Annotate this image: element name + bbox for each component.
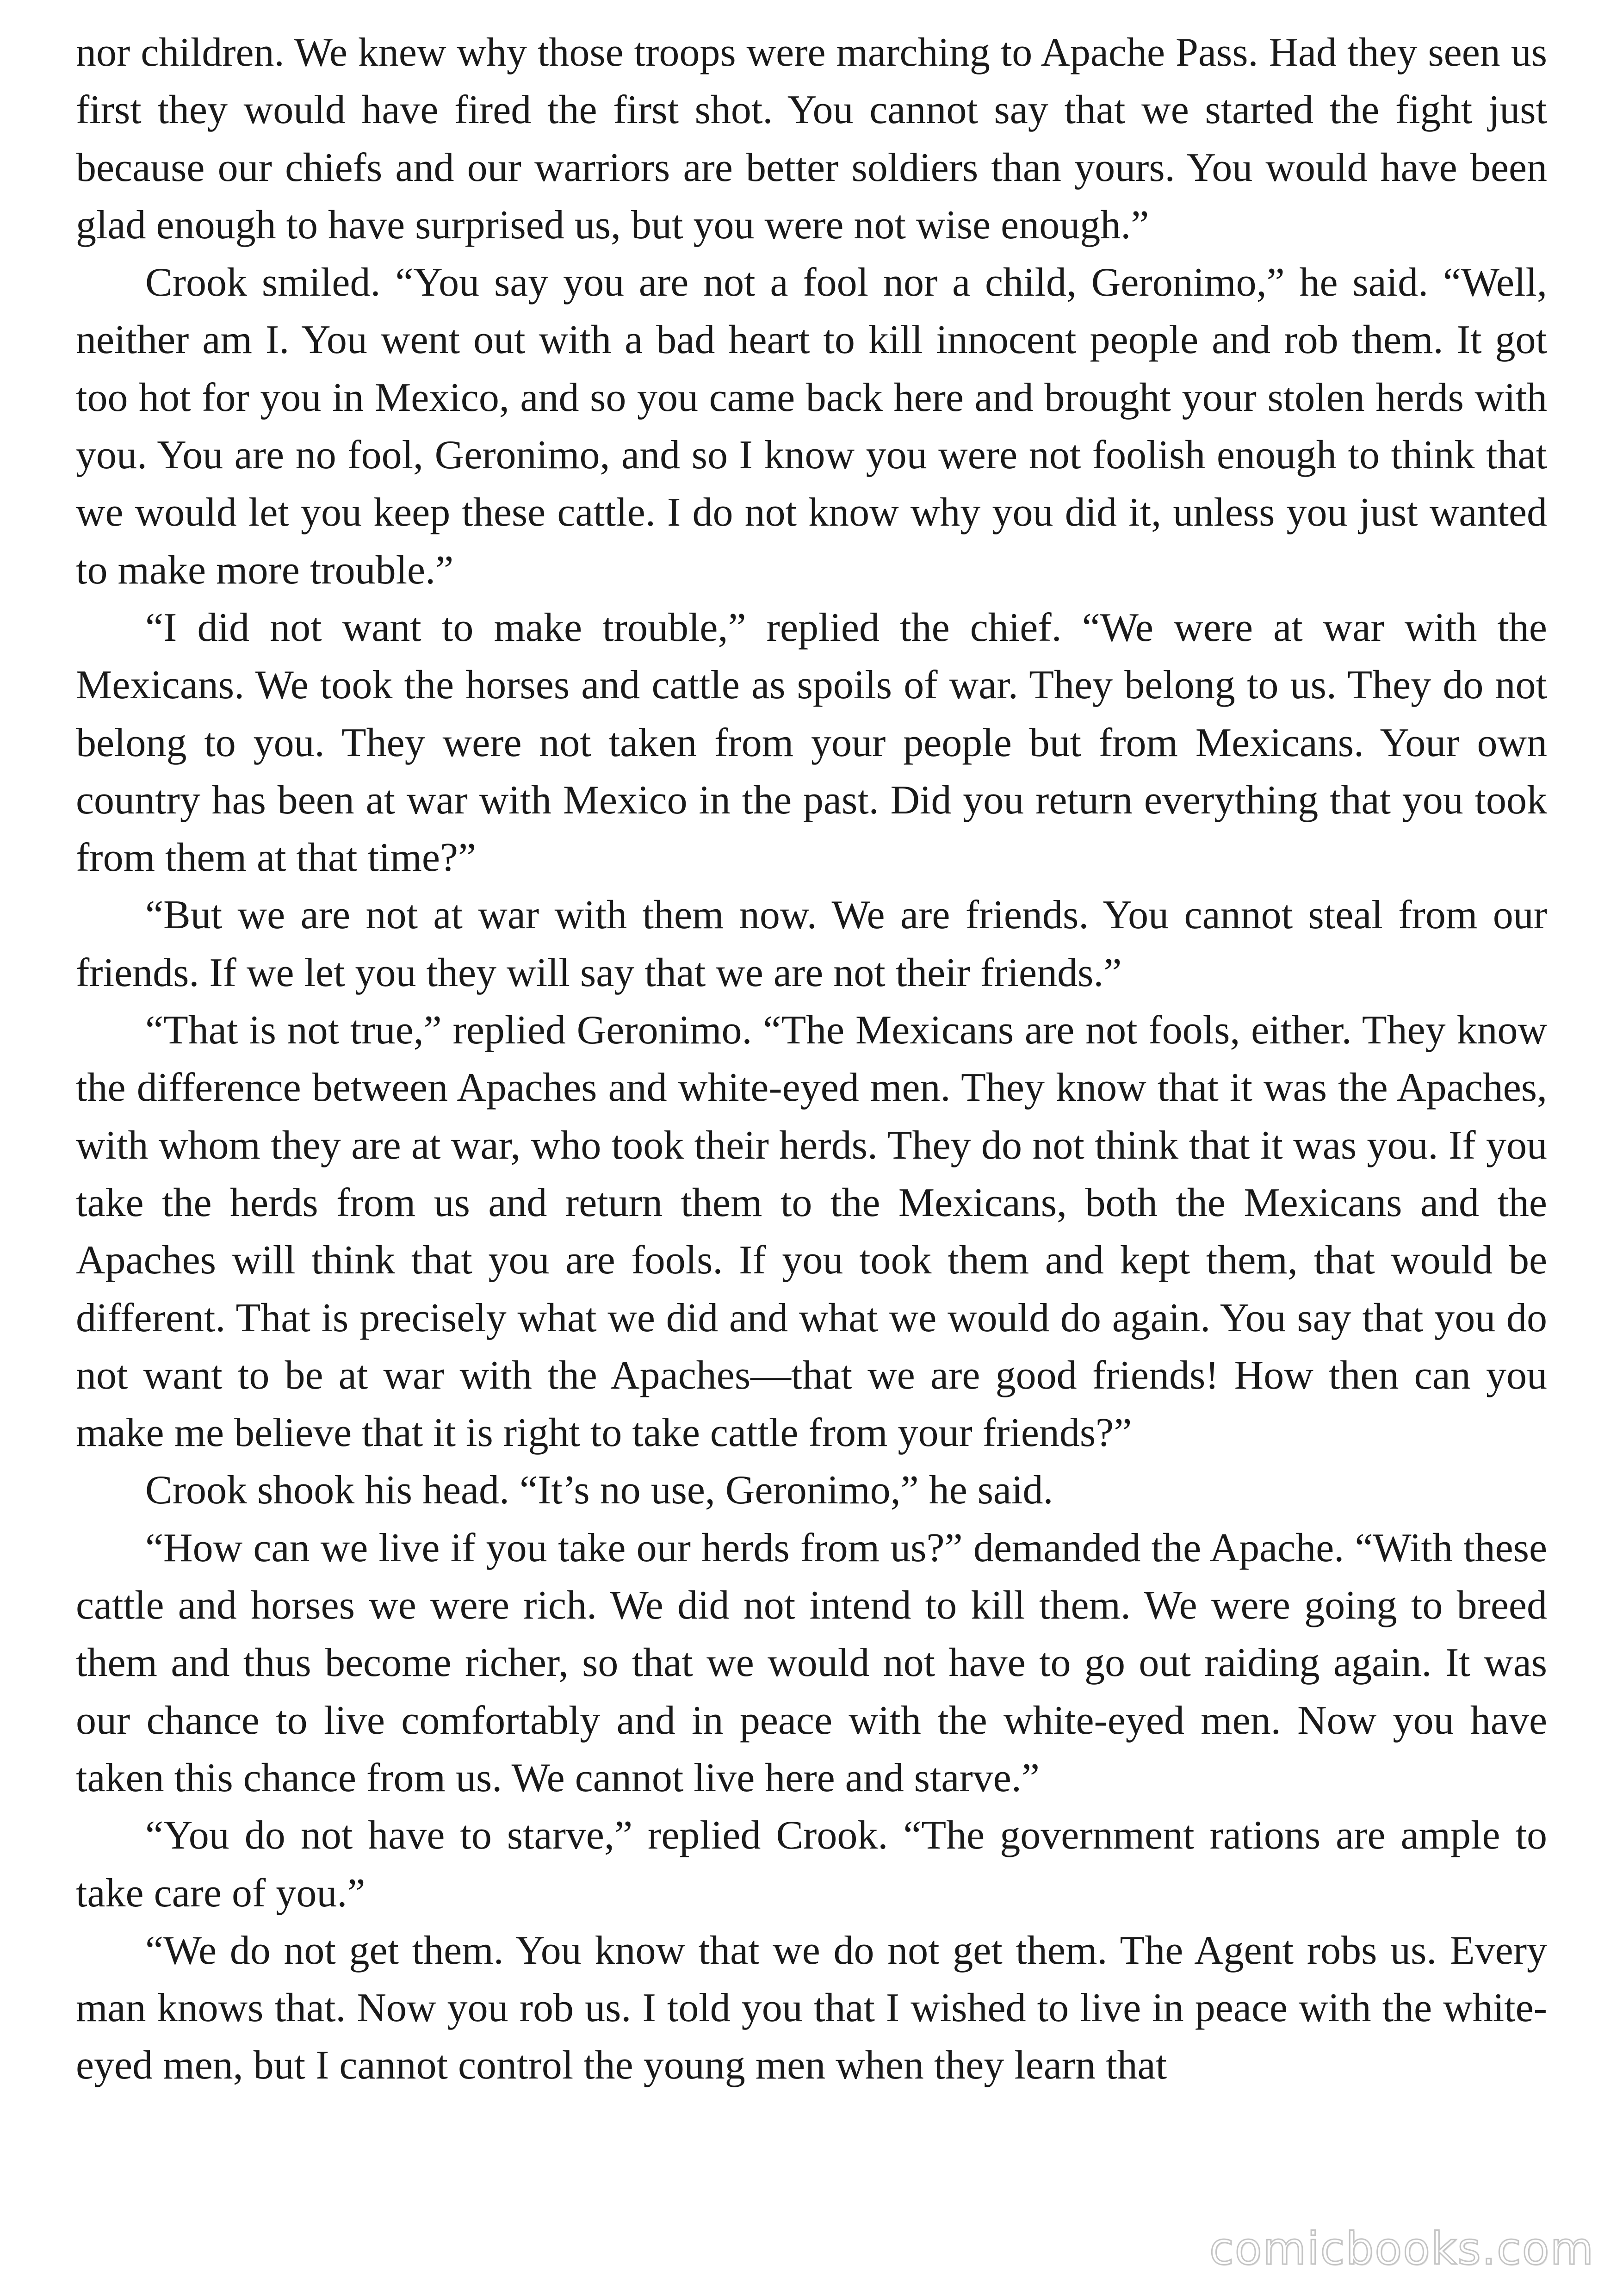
paragraph-8: “You do not have to starve,” replied Crook. “The government rations are ample to take care of you.” [76,1813,1547,1916]
paragraph-9: “We do not get them. You know that we do not get them. The Agent robs us. Every man knows that. Now you rob us. I told you that I wished to live in peace with the white-eyed men, but I cannot control the young men when they learn that [76,1928,1547,2088]
paragraph-4: “But we are not at war with them now. We are friends. You cannot steal from our friends. If we let you they will say that we are not their friends.” [76,893,1547,995]
paragraph-5: “That is not true,” replied Geronimo. “The Mexicans are not fools, either. They know the difference between Apaches and white-eyed men. They know that it was the Apaches, with whom they are at war, who took their herds. They do not think that it was you. If you take the herds from us and return them to the Mexicans, both the Mexicans and the Apaches will think that you are fools. If you took them and kept them, that would be different. That is precisely what we did and what we would do again. You say that you do not want to be at war with the Apaches—that we are good friends! How then can you make me believe that it is right to take cattle from your friends?” [76,1008,1547,1456]
book-page-text [76,24,1547,2095]
paragraph-1: nor children. We knew why those troops were marching to Apache Pass. Had they seen us first they would have fired the first shot. You cannot say that we started the fight just because our chiefs and our warriors are better soldiers than yours. You would have been glad enough to have surprised us, but you were not wise enough.” [76,30,1547,248]
paragraph-7: “How can we live if you take our herds from us?” demanded the Apache. “With these cattle and horses we were rich. We did not intend to kill them. We were going to breed them and thus become richer, so that we would not have to go out raiding again. It was our chance to live comfortably and in peace with the white-eyed men. Now you have taken this chance from us. We cannot live here and starve.” [76,1525,1547,1800]
paragraph-6: Crook shook his head. “It’s no use, Geronimo,” he said. [145,1468,1053,1513]
paragraph-3: “I did not want to make trouble,” replied the chief. “We were at war with the Mexicans. We took the horses and cattle as spoils of war. They belong to us. They do not belong to you. They were not taken from your people but from Mexicans. Your own country has been at war with Mexico in the past. Did you return everything that you took from them at that time?” [76,605,1547,881]
site-watermark: comicbooks.com [1209,2223,1594,2275]
paragraph-2: Crook smiled. “You say you are not a fool nor a child, Geronimo,” he said. “Well, neither am I. You went out with a bad heart to kill innocent people and rob them. It got too hot for you in Mexico, and so you came back here and brought your stolen herds with you. You are no fool, Geronimo, and so I know you were not foolish enough to think that we would let you keep these cattle. I do not know why you did it, unless you just wanted to make more trouble.” [76,260,1547,593]
